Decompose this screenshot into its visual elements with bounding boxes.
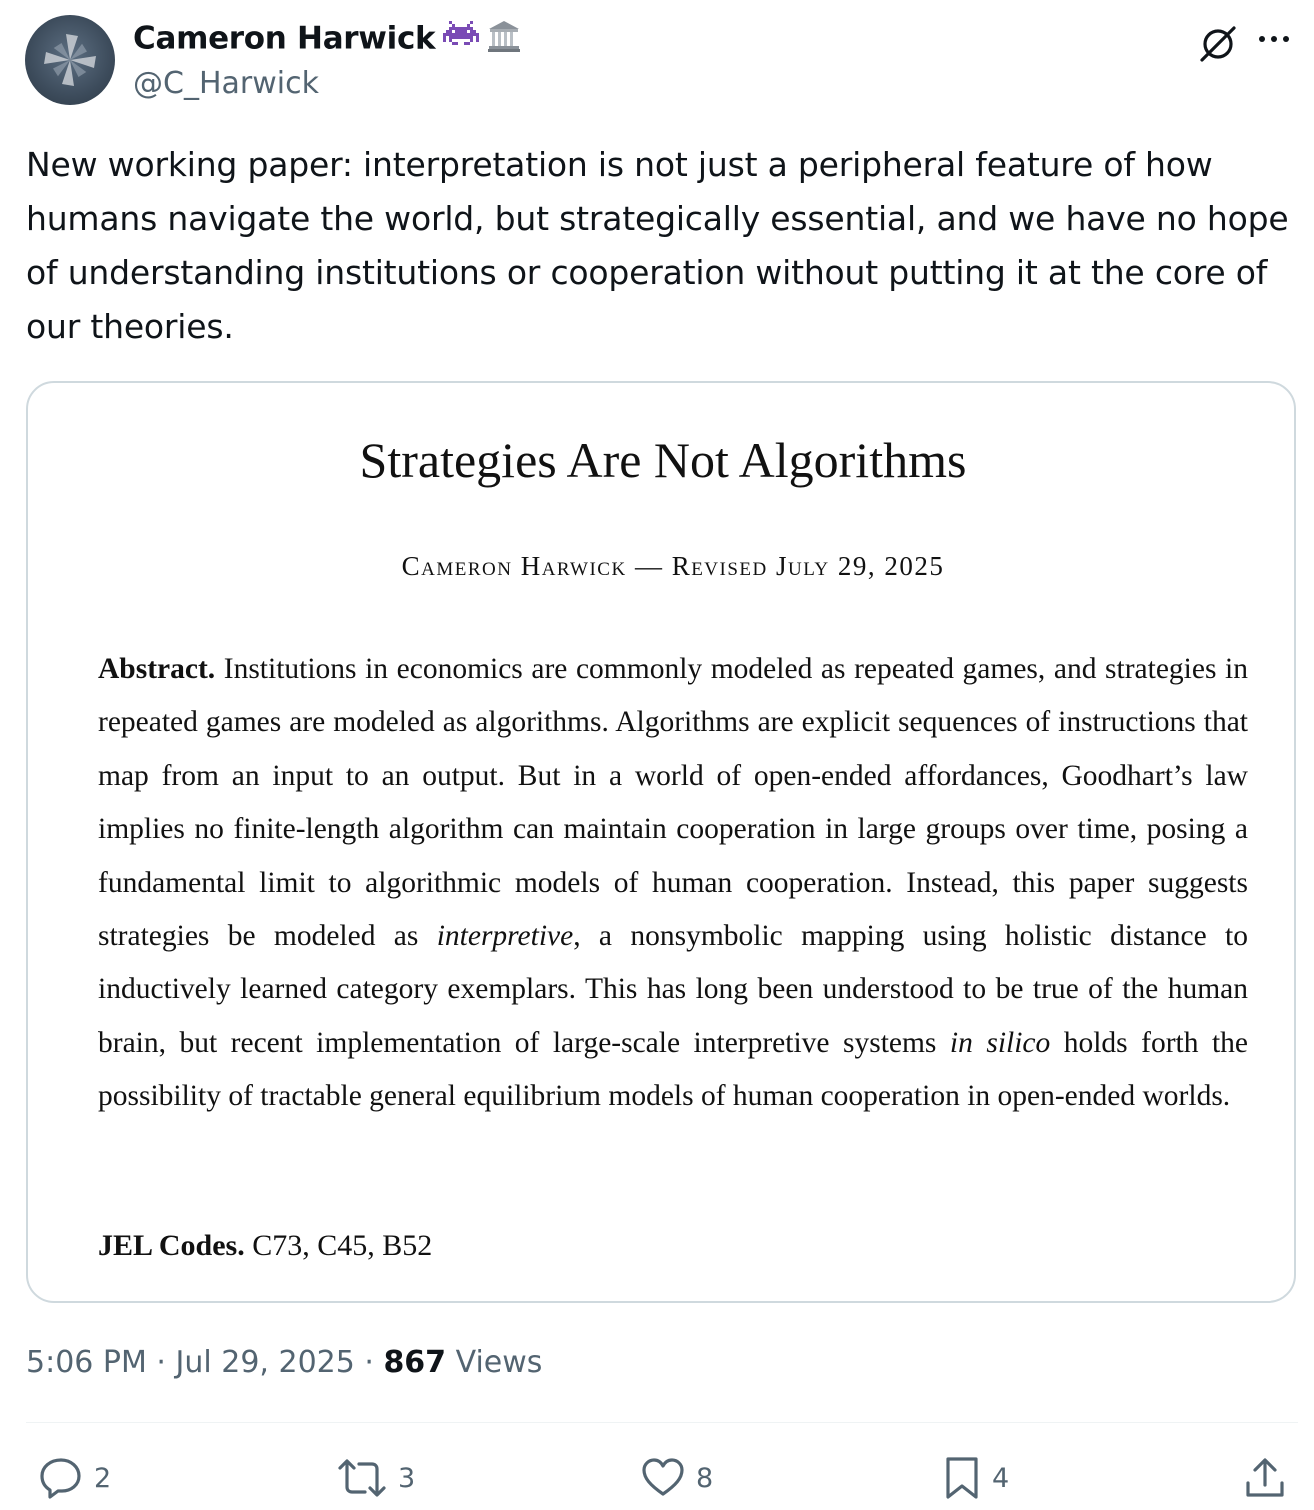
abstract-text-3: holds forth the possibility of tractable general equilibrium models of human cooperation in open-ended worlds. — [98, 1026, 1249, 1113]
reply-icon — [38, 1455, 84, 1501]
jel-label: JEL Codes. — [98, 1229, 245, 1262]
abstract-emphasis-2: in silico — [949, 1026, 1051, 1059]
paper-author-line: Cameron Harwick — Revised July 29, 2025 — [401, 551, 945, 581]
repost-count: 3 — [398, 1462, 416, 1494]
repost-button[interactable] — [336, 1455, 415, 1501]
meta-separator: · — [146, 1345, 176, 1380]
bookmark-icon — [942, 1455, 982, 1501]
abstract-emphasis-1: interpretive — [436, 920, 574, 953]
abstract-label: Abstract. — [98, 653, 216, 685]
heart-icon — [640, 1455, 686, 1501]
meta-separator: · — [354, 1345, 384, 1380]
avatar[interactable] — [25, 15, 115, 105]
alien-monster-icon — [443, 18, 479, 62]
paper-image-card[interactable] — [26, 381, 1296, 1303]
views-count: 867 — [383, 1345, 447, 1380]
tweet-meta — [26, 1345, 542, 1380]
like-count: 8 — [696, 1462, 714, 1494]
more-options-icon[interactable] — [1256, 24, 1296, 59]
pinwheel-icon — [25, 15, 115, 105]
jel-codes: C73, C45, B52 — [244, 1229, 433, 1262]
divider — [26, 1422, 1298, 1423]
bookmark-button[interactable] — [942, 1455, 1009, 1501]
author-name[interactable] — [133, 18, 521, 62]
tweet-date[interactable]: Jul 29, 2025 — [175, 1345, 355, 1380]
repost-icon — [336, 1455, 388, 1501]
reply-count: 2 — [94, 1462, 112, 1494]
views-label: Views — [446, 1345, 543, 1380]
like-button[interactable] — [640, 1455, 713, 1501]
share-icon — [1242, 1455, 1288, 1501]
tweet-time[interactable]: 5:06 PM — [26, 1345, 147, 1380]
abstract-text-2: , a nonsymbolic mapping using holistic distance to inductively learned category exemplars. This has long been understood to be true of the human brain, but recent implementation of large-scale interpretive systems — [98, 920, 1249, 1059]
author-handle[interactable]: @C_Harwick — [133, 66, 319, 101]
paper-abstract — [98, 643, 1248, 1124]
tweet-text: New working paper: interpretation is not just a peripheral feature of how humans navigate the world, but strategically essential, and we have no hope of understanding institutions or cooperation without putting it at the core of our theories. — [26, 145, 1289, 346]
grok-icon[interactable] — [1196, 22, 1240, 71]
author-name-text: Cameron Harwick — [133, 20, 436, 57]
reply-button[interactable] — [38, 1455, 111, 1501]
paper-jel-codes — [98, 1229, 432, 1263]
abstract-text-1: Institutions in economics are commonly modeled as repeated games, and strategies in repeated games are modeled as algorithms. Algorithms are explicit sequences of instructions that map from an input to an output. But in a world of open-ended affordances, Goodhart’s law implies no finite-length algorithm can maintain cooperation in large groups over time, posing a fundamental limit to algorithmic models of human cooperation. Instead, this paper suggests strategies be modeled as — [98, 653, 1248, 953]
bookmark-count: 4 — [992, 1462, 1010, 1494]
paper-title: Strategies Are Not Algorithms — [359, 432, 967, 488]
share-button[interactable] — [1242, 1455, 1288, 1501]
classical-building-icon — [487, 19, 521, 61]
